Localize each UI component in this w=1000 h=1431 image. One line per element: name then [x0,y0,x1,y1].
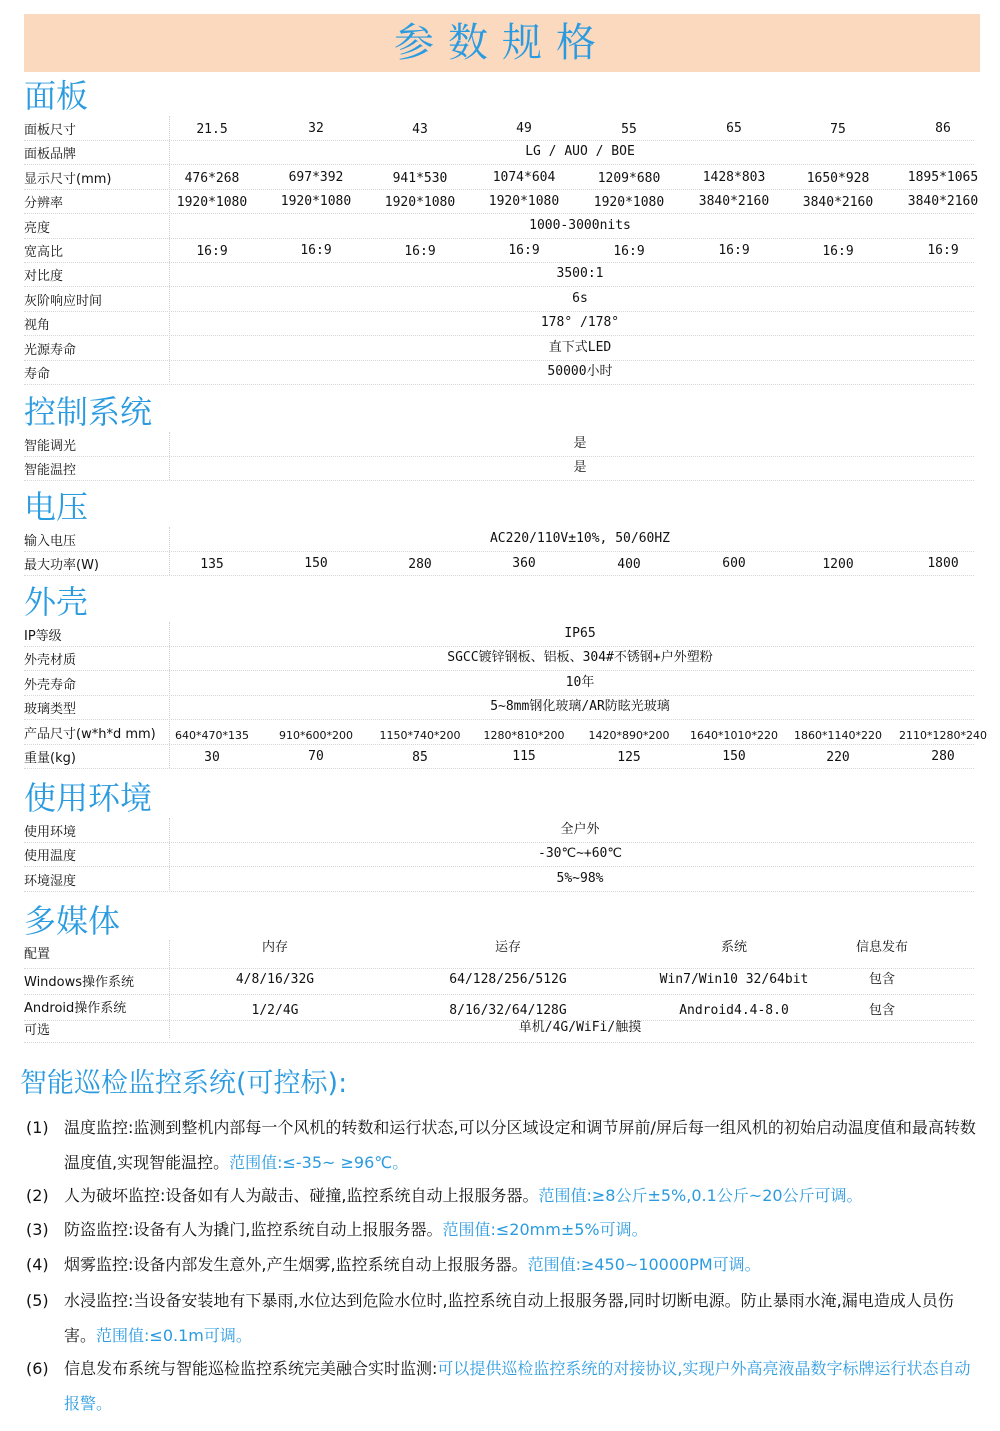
item-number: (1) [26,1118,49,1137]
row-label: Android操作系统 [24,1001,127,1016]
row-label: 可选 [24,1023,51,1038]
row-label: 面板尺寸 [24,123,77,138]
row-cell: 内存 [261,940,288,955]
row-cell: 1209*680 [597,170,661,186]
list-item [26,1178,976,1213]
item-description: 人为破坏监控:设备如有人为敲击、碰撞,监控系统自动上报服务器。 [64,1186,539,1205]
item-text [64,1212,976,1247]
row-cell: 21.5 [196,122,228,137]
row-value: 3500:1 [556,266,604,282]
row-label: 配置 [24,947,51,962]
row-label: 外壳材质 [24,653,77,669]
row-label: 智能温控 [24,462,77,478]
row-label: 亮度 [24,220,51,236]
list-item [26,1212,976,1247]
row-value: IP65 [564,626,596,641]
table-row [24,697,974,720]
system-title: 智能巡检监控系统(可控标): [20,1068,348,1099]
item-highlight: 范围值:≤20mm±5%可调。 [442,1220,648,1239]
row-label: 玻璃类型 [24,702,77,718]
section-multimedia: 多媒体 [24,902,121,940]
row-cell: 16:9 [718,243,750,258]
row-cell: 70 [308,749,324,764]
row-cell: 220 [826,750,850,765]
item-highlight: 范围值:≥450~10000PM可调。 [527,1255,761,1274]
row-value: 是 [573,459,587,475]
item-text [64,1283,976,1353]
section-panel: 面板 [24,77,89,115]
row-cell: 135 [200,556,224,572]
section-control: 控制系统 [24,393,153,431]
row-cell: 85 [412,750,428,765]
page-title: 参数规格 [394,20,610,66]
item-number: (3) [26,1220,49,1239]
row-value: 直下式LED [548,339,612,355]
row-value: 50000小时 [547,364,613,379]
row-cell: 1650*928 [806,170,870,186]
table-row [24,313,974,336]
row-label: 智能调光 [24,439,77,454]
row-label: 环境湿度 [24,873,77,889]
row-value: 178° /178° [540,315,620,331]
row-cell: 1895*1065 [907,169,979,185]
row-cell: 1420*890*200 [588,728,670,742]
row-cell: 360 [512,555,536,571]
row-label: 面板品牌 [24,147,77,163]
row-label: IP等级 [24,629,62,644]
item-text [64,1110,976,1180]
row-label: 对比度 [24,269,64,285]
row-cell: 1920*1080 [280,194,352,210]
table-row [24,264,974,287]
row-label: 光源寿命 [24,342,77,358]
row-value: LG / AUO / BOE [525,144,635,160]
item-number: (5) [26,1291,49,1310]
section-environment: 使用环境 [24,779,153,817]
row-label: 最大功率(W) [24,557,99,573]
item-description: 信息发布系统与智能巡检监控系统完美融合实时监测: [64,1359,438,1378]
row-value: 10年 [565,674,595,690]
row-cell: 65 [726,121,742,136]
row-value: SGCC镀锌钢板、铝板、304#不锈钢+户外塑粉 [447,650,713,666]
row-cell: 697*392 [288,169,344,185]
row-cell: 包含 [868,972,895,987]
table-row [24,118,974,141]
row-value: AC220/110V±10%, 50/60HZ [489,531,670,546]
section-voltage: 电压 [24,488,89,526]
row-cell: 1920*1080 [384,195,456,211]
table-row [24,553,974,576]
row-cell: 280 [408,556,432,572]
item-description: 水浸监控:当设备安装地有下暴雨,水位达到危险水位时,监控系统自动上报服务器,同时切断电源。防止暴雨水淹,漏电造成人员伤害。 [64,1291,954,1345]
table-row [24,289,974,312]
row-label: Windows操作系统 [24,975,135,990]
row-cell: 16:9 [927,243,959,258]
row-label: 寿命 [24,367,51,382]
table-row [24,942,974,969]
row-cell: 1920*1080 [593,195,665,211]
row-cell: 3840*2160 [698,194,770,210]
item-text [64,1247,976,1282]
row-cell: 16:9 [508,243,540,258]
row-cell: 1/2/4G [251,1003,299,1018]
row-cell: 16:9 [404,244,436,259]
row-cell: 600 [722,555,746,571]
table-row [24,673,974,696]
row-cell: 16:9 [822,244,854,259]
row-value: 是 [573,436,587,451]
table-row [24,191,979,214]
row-cell: 640*470*135 [175,728,249,742]
item-highlight: 范围值:≤-35~ ≥96℃。 [229,1153,409,1172]
item-description: 防盗监控:设备有人为撬门,监控系统自动上报服务器。 [64,1220,443,1239]
row-cell: 910*600*200 [279,728,353,742]
row-cell: 150 [304,555,328,571]
row-cell: 1920*1080 [176,195,248,211]
table-row [24,529,974,552]
row-cell: 1860*1140*220 [794,728,882,742]
item-text [64,1178,976,1213]
table-row [24,844,974,867]
row-cell: 8/16/32/64/128G [449,1003,567,1018]
row-cell: 16:9 [196,244,228,259]
table-row [24,240,974,263]
row-cell: Win7/Win10 32/64bit [659,972,809,987]
list-item [26,1110,976,1180]
row-cell: 1200 [822,556,854,572]
table-row [24,869,974,892]
row-cell: 3840*2160 [802,195,874,211]
item-highlight: 可以提供巡检监控系统的对接协议,实现户外高亮液晶数字标牌运行状态自动报警。 [64,1359,971,1413]
row-cell: 64/128/256/512G [449,972,567,987]
item-highlight: 范围值:≤0.1m可调。 [96,1326,252,1345]
row-cell: 400 [617,556,641,572]
row-cell: 运存 [494,940,521,955]
row-cell: 150 [722,749,746,764]
row-label: 视角 [24,318,51,334]
row-cell: 30 [204,750,220,765]
table-row [24,142,974,165]
row-label: 宽高比 [24,245,64,260]
row-cell: 55 [621,122,637,137]
row-cell: 941*530 [392,170,448,186]
row-cell: 49 [516,121,532,136]
item-description: 温度监控:监测到整机内部每一个风机的转数和运行状态,可以分区域设定和调节屏前/屏后每一组风机的初始启动温度值和最高转数温度值,实现智能温控。 [64,1118,976,1172]
row-value: 1000-3000nits [529,217,631,233]
row-value: 6s [572,290,588,306]
table-row [24,746,974,769]
row-cell: 包含 [868,1003,895,1018]
row-cell: 4/8/16/32G [235,972,315,987]
row-label: 灰阶响应时间 [24,293,103,309]
list-item [26,1247,976,1282]
row-label: 使用温度 [24,849,77,865]
item-number: (6) [26,1359,49,1378]
item-number: (2) [26,1186,49,1205]
row-cell: 1920*1080 [488,194,560,210]
row-cell: 280 [931,749,955,764]
row-cell: 115 [512,749,536,764]
row-cell: 系统 [720,940,747,955]
table-row [24,624,974,647]
row-cell: 43 [412,122,428,137]
table-row [24,722,987,745]
row-label: 使用环境 [24,825,77,840]
row-cell: 476*268 [184,170,240,186]
table-row [24,970,974,995]
row-value: 5~8mm钢化玻璃/AR防眩光玻璃 [490,699,670,715]
row-label: 外壳寿命 [24,677,77,693]
row-cell: 1428*803 [702,169,766,185]
row-cell: Android4.4-8.0 [679,1003,789,1018]
row-cell: 1074*604 [492,169,556,185]
row-cell: 1280*810*200 [483,728,565,742]
row-label: 产品尺寸(w*h*d mm) [24,726,156,742]
row-cell: 75 [830,122,846,137]
table-row [24,362,974,385]
row-cell: 信息发布 [855,940,908,955]
row-cell: 3840*2160 [907,194,979,210]
table-row [24,458,974,481]
title-banner [24,14,980,72]
row-cell: 2110*1280*240 [899,728,987,742]
table-row [24,338,974,361]
table-row [24,820,974,843]
table-row [24,648,974,671]
table-row [24,1018,974,1043]
row-value: 单机/4G/WiFi/触摸 [518,1020,642,1035]
row-cell: 1640*1010*220 [690,728,778,742]
row-value: -30℃~+60℃ [538,846,622,862]
row-cell: 86 [935,121,951,136]
row-cell: 1150*740*200 [379,728,461,742]
row-label: 输入电压 [24,534,77,549]
row-cell: 1800 [927,555,959,571]
table-row [24,216,974,239]
list-item [26,1283,976,1353]
row-label: 显示尺寸(mm) [24,171,112,187]
row-label: 分辨率 [24,196,64,212]
item-number: (4) [26,1255,49,1274]
section-housing: 外壳 [24,583,89,621]
row-value: 5%~98% [556,870,604,886]
table-row [24,434,974,457]
table-row [24,167,979,190]
row-cell: 16:9 [613,244,645,259]
row-value: 全户外 [560,822,600,837]
row-cell: 32 [308,121,324,136]
item-text [64,1351,976,1421]
list-item [26,1351,976,1421]
row-cell: 16:9 [300,243,332,258]
item-highlight: 范围值:≥8公斤±5%,0.1公斤~20公斤可调。 [538,1186,863,1205]
item-description: 烟雾监控:设备内部发生意外,产生烟雾,监控系统自动上报服务器。 [64,1255,528,1274]
row-label: 重量(kg) [24,751,76,766]
row-cell: 125 [617,750,641,765]
